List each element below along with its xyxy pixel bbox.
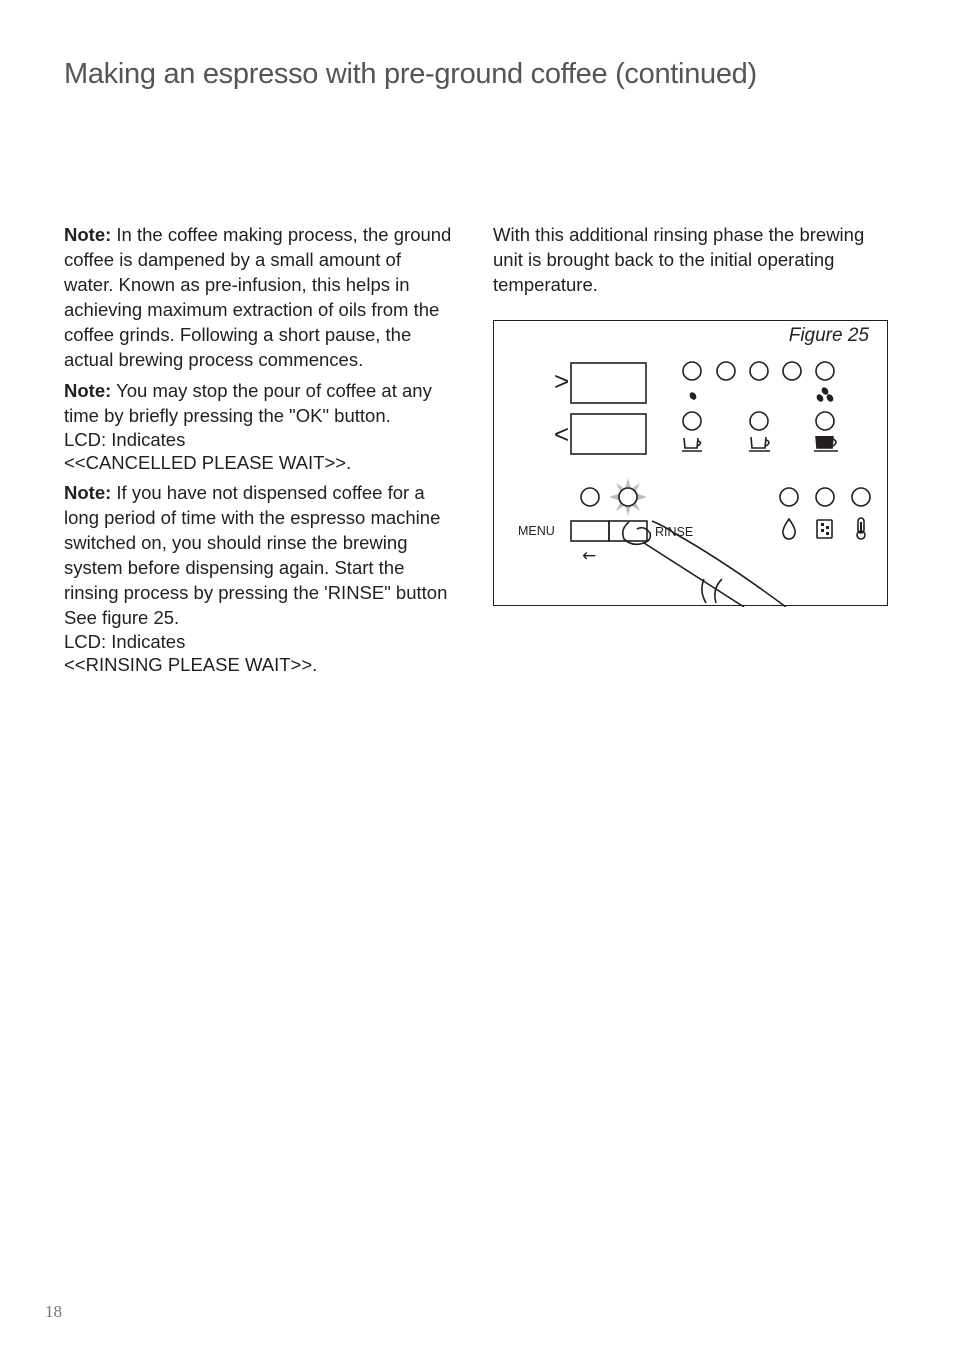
temperature-led — [852, 488, 870, 506]
rinse-label: RINSE — [655, 525, 694, 539]
rinse-explanation: With this additional rinsing phase the brewing unit is brought back to the initial operating temperature. — [493, 224, 865, 295]
note-preinfusion — [64, 222, 454, 372]
note-label: Note: — [64, 224, 112, 245]
multi-bean-icon — [815, 386, 835, 403]
strength-led-3 — [750, 362, 768, 380]
control-panel-illustration — [494, 321, 889, 607]
cup-small-icon — [682, 438, 702, 451]
cup-led-small — [683, 412, 701, 430]
rinse-button-outline — [609, 521, 647, 541]
single-bean-icon — [688, 391, 698, 401]
lcd-window-bottom — [571, 414, 646, 454]
down-symbol: < — [554, 419, 570, 449]
menu-button-outline — [571, 521, 609, 541]
menu-led — [581, 488, 599, 506]
water-drop-icon — [783, 519, 795, 539]
up-symbol: > — [554, 366, 570, 396]
back-arrow-icon: ← — [582, 546, 597, 566]
note-text: In the coffee making process, the ground coffee is dampened by a small amount of water. Known as pre-infusion, this helps in achieving maximum extraction of oils from the coffee grinds. Following a short pause, the actual brewing process commences. — [64, 224, 452, 370]
right-column — [493, 222, 893, 303]
lcd-message-rinsing: <<RINSING PLEASE WAIT>>. — [64, 654, 318, 675]
lcd-message-cancelled: <<CANCELLED PLEASE WAIT>>. — [64, 452, 352, 473]
cup-large-icon — [814, 436, 838, 451]
figure-caption: Figure 25 — [788, 325, 869, 346]
water-led — [780, 488, 798, 506]
left-column — [64, 222, 454, 682]
note-rinse — [64, 480, 454, 676]
grounds-led — [816, 488, 834, 506]
cup-led-medium — [750, 412, 768, 430]
grounds-dots — [821, 523, 829, 535]
page-number: 18 — [45, 1302, 62, 1321]
note-label: Note: — [64, 380, 112, 401]
strength-led-4 — [783, 362, 801, 380]
strength-led-2 — [717, 362, 735, 380]
lcd-indicates-label: LCD: Indicates — [64, 631, 186, 652]
note-stop-pour — [64, 378, 454, 474]
cup-led-large — [816, 412, 834, 430]
note-text: You may stop the pour of coffee at any time by briefly pressing the "OK" button. — [64, 380, 432, 426]
lcd-window-top — [571, 363, 646, 403]
note-text: If you have not dispensed coffee for a long period of time with the espresso machine switched on, you should rinse the brewing system before dispensing again. Start the rinsing process by pressing the 'RINSE" button See figure 25. — [64, 482, 448, 628]
page-title: Making an espresso with pre-ground coffee (continued) — [64, 58, 757, 90]
strength-led-1 — [683, 362, 701, 380]
grounds-container-icon — [817, 520, 832, 538]
figure-25-control-panel — [493, 320, 888, 606]
cup-medium-icon — [749, 437, 770, 451]
lcd-indicates-label: LCD: Indicates — [64, 429, 186, 450]
menu-label: MENU — [518, 524, 555, 538]
strength-led-5 — [816, 362, 834, 380]
note-label: Note: — [64, 482, 112, 503]
